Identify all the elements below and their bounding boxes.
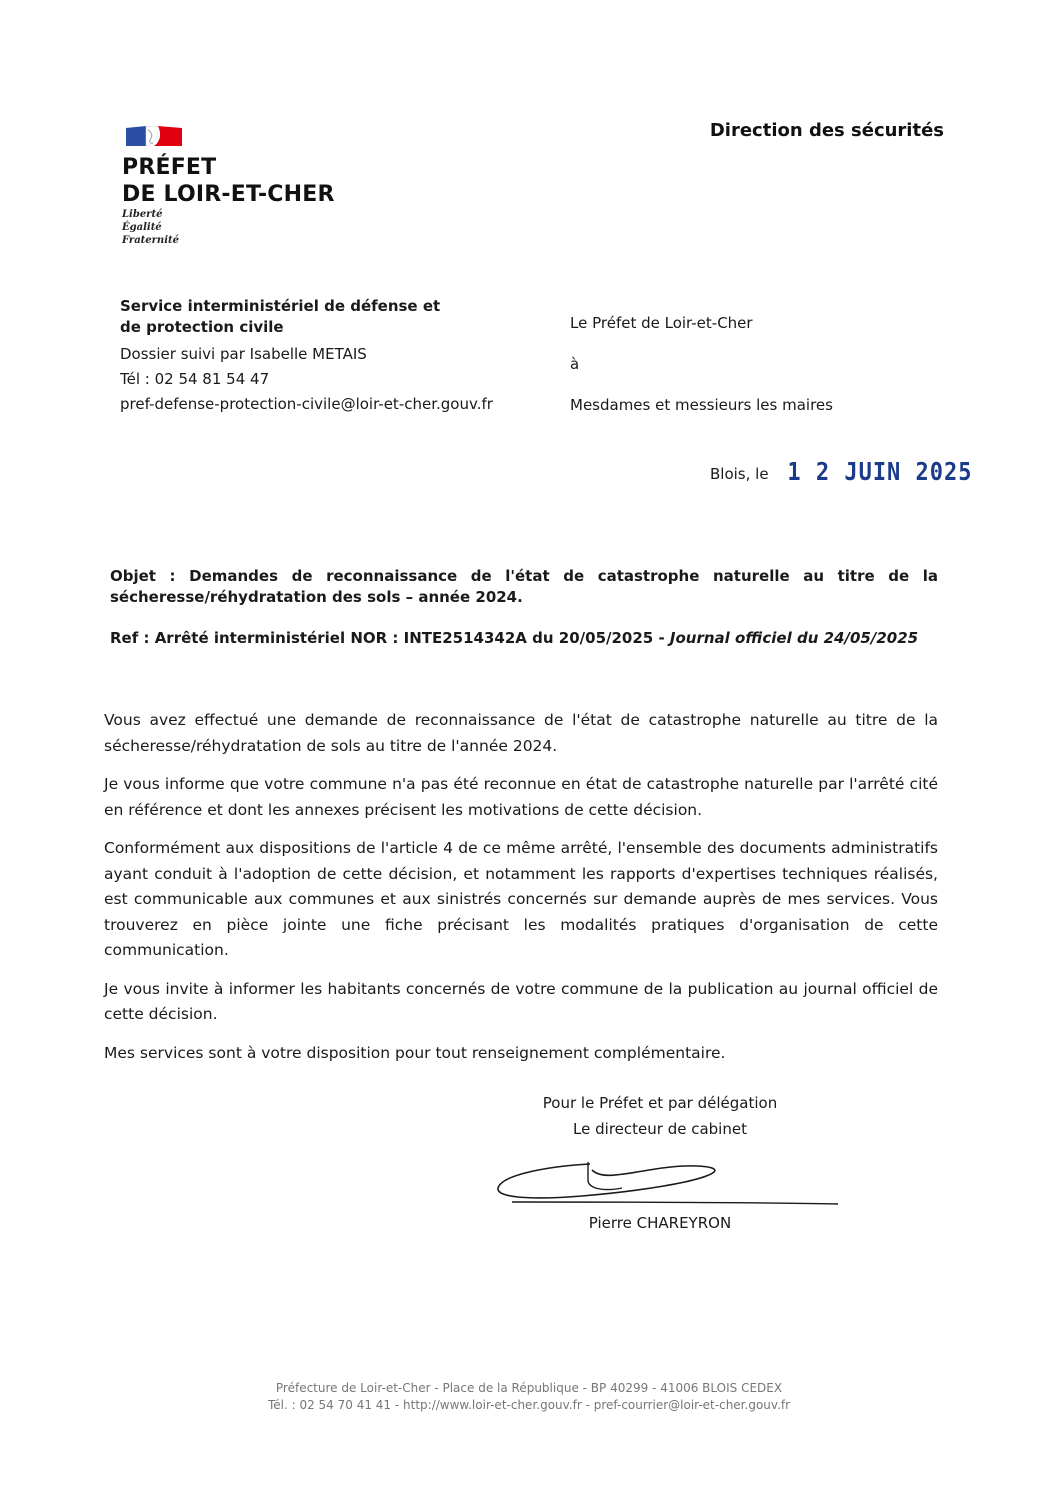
devise-fraternite: Fraternité [122, 235, 179, 246]
direction-title: Direction des sécurités [709, 120, 944, 141]
prefet-title-line2: DE LOIR-ET-CHER [122, 182, 335, 207]
body-paragraph-3: Conformément aux dispositions de l'article 4 de ce même arrêté, l'ensemble des documents administratifs ayant conduit à l'adoption de cette décision, et notamment les rapports d'expertises techniques réalisés, est communicable aux communes et aux sinistrés concernés sur demande auprès de mes services. Vous trouverez en pièce jointe une fiche précisant les modalités pratiques d'organisation de cette communication. [104, 839, 938, 959]
ref-journal-officiel: Journal officiel du 24/05/2025 [669, 629, 919, 647]
tel-line: Tél : 02 54 81 54 47 [120, 370, 270, 388]
devise-egalite: Égalité [122, 222, 162, 233]
prefet-title [122, 154, 335, 208]
sender-block [120, 296, 550, 417]
signature-line1: Pour le Préfet et par délégation [542, 1094, 778, 1112]
ref-line [110, 628, 938, 649]
date-stamp: 1 2 JUIN 2025 [787, 458, 973, 487]
dossier-line: Dossier suivi par Isabelle METAIS [120, 345, 367, 363]
footer-contact: Tél. : 02 54 70 41 41 - http://www.loir-et-cher.gouv.fr - pref-courrier@loir-et-cher.gouv.fr [267, 1398, 791, 1412]
objet-line: Objet : Demandes de reconnaissance de l'état de catastrophe naturelle au titre de la sécheresse/réhydratation des sols – année 2024. [110, 567, 938, 606]
signature-line2: Le directeur de cabinet [573, 1120, 747, 1138]
recipient-from: Le Préfet de Loir-et-Cher [570, 314, 753, 332]
marianne-flag-logo [124, 124, 184, 148]
footer-address: Préfecture de Loir-et-Cher - Place de la République - BP 40299 - 41006 BLOIS CEDEX [275, 1381, 783, 1395]
date-place: Blois, le [710, 465, 769, 483]
signature-block [500, 1090, 820, 1142]
devise [122, 208, 179, 247]
devise-liberte: Liberté [122, 209, 163, 220]
footer [120, 1380, 938, 1414]
body-paragraph-5: Mes services sont à votre disposition pour tout renseignement complémentaire. [104, 1043, 726, 1062]
body-paragraph-2: Je vous informe que votre commune n'a pas été reconnue en état de catastrophe naturelle par l'arrêté cité en référence et dont les annexes précisent les motivations de cette décision. [104, 775, 938, 819]
service-line1: Service interministériel de défense et [120, 297, 441, 315]
date-line [710, 460, 973, 485]
recipient-block [570, 314, 990, 437]
recipient-to-word: à [570, 355, 580, 373]
body-paragraph-1: Vous avez effectué une demande de reconnaissance de l'état de catastrophe naturelle au titre de la sécheresse/réhydratation de sols au titre de l'année 2024. [104, 711, 938, 755]
body-paragraph-4: Je vous invite à informer les habitants concernés de votre commune de la publication au journal officiel de cette décision. [104, 979, 938, 1023]
prefet-title-line1: PRÉFET [122, 155, 217, 180]
ref-main: Ref : Arrêté interministériel NOR : INTE2514342A du 20/05/2025 - [110, 629, 670, 647]
handwritten-signature [492, 1158, 842, 1210]
signatory-name: Pierre CHAREYRON [588, 1214, 732, 1232]
email-line: pref-defense-protection-civile@loir-et-cher.gouv.fr [120, 395, 493, 413]
letter-body [104, 708, 938, 1079]
service-name [120, 296, 550, 338]
service-line2: de protection civile [120, 318, 284, 336]
recipient-to: Mesdames et messieurs les maires [570, 396, 833, 414]
